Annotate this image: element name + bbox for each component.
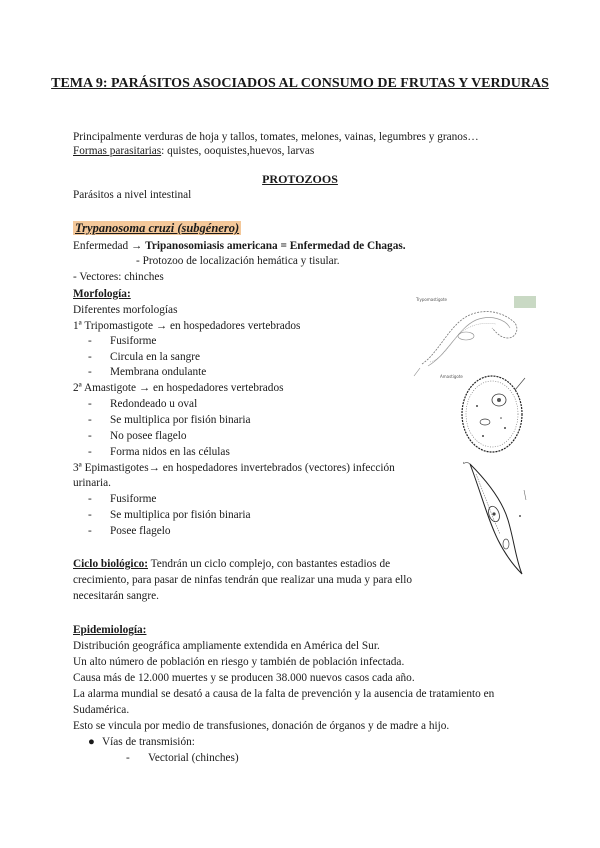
list-item-text: Forma nidos en las células [110, 446, 230, 458]
ciclo-line-2: crecimiento, para pasar de ninfas tendrán que realizar una muda y para ello [73, 574, 413, 586]
epidemiologia-heading: Epidemiología: [73, 624, 147, 636]
ciclo-line [73, 557, 390, 572]
list-item-text: Circula en la sangre [110, 351, 201, 363]
epidemiologia-line: Causa más de 12.000 muertes y se producen 38.000 nuevos casos cada año. [73, 672, 415, 684]
vectorial-item: - Vectorial (chinches) [126, 752, 239, 764]
vectorial-text: Vectorial (chinches) [148, 752, 239, 764]
intro-line: Principalmente verduras de hoja y tallos, tomates, melones, vainas, legumbres y granos… [73, 131, 479, 143]
stage2-line: 2ª Amastigote → en hospedadores vertebrados [73, 382, 284, 394]
ciclo-text: Tendrán un ciclo complejo, con bastantes estadios de [148, 558, 391, 570]
list-item: - Redondeado u oval [88, 398, 198, 410]
list-item-text: No posee flagelo [110, 430, 187, 442]
formas-label: Formas parasitarias [73, 145, 162, 157]
stage3-line: 3ª Epimastigotes→ en hospedadores invertebrados (vectores) infección [73, 462, 395, 474]
protozoo-line: - Protozoo de localización hemática y tisular. [136, 255, 340, 267]
epidemiologia-line: Sudamérica. [73, 704, 130, 716]
ciclo-line-3: necesitarán sangre. [73, 590, 159, 602]
vectores-line: - Vectores: chinches [73, 271, 164, 283]
species-name: Trypanosoma cruzi (subgénero) [75, 221, 240, 235]
section-heading: PROTOZOOS [262, 172, 338, 186]
epidemiologia-line: Esto se vincula por medio de transfusiones, donación de órganos y de madre a hijo. [73, 720, 450, 732]
list-item: - Posee flagelo [88, 525, 171, 537]
page-title: TEMA 9: PARÁSITOS ASOCIADOS AL CONSUMO DE FRUTAS Y VERDURAS [51, 76, 549, 91]
list-item-text: Membrana ondulante [110, 366, 207, 378]
figure-label-bottom: Amastigote [440, 374, 463, 379]
list-item: - Fusiforme [88, 493, 157, 505]
figure-tab [514, 296, 536, 308]
morfologia-heading: Morfología: [73, 288, 131, 300]
vias-text: Vías de transmisión: [102, 736, 195, 748]
morfologia-intro: Diferentes morfologías [73, 304, 178, 316]
figure-label-top: Trypomastigote [416, 297, 447, 302]
list-item-text: Se multiplica por fisión binaria [110, 509, 251, 521]
species-heading [73, 219, 241, 237]
ciclo-heading: Ciclo biológico: [73, 558, 148, 570]
section-subtitle: Parásitos a nivel intestinal [73, 189, 192, 201]
list-item: - Se multiplica por fisión binaria [88, 509, 251, 521]
list-item-text: Fusiforme [110, 335, 157, 347]
list-item: - Forma nidos en las células [88, 446, 230, 458]
enfermedad-prefix: Enfermedad → [73, 240, 146, 252]
epidemiologia-line: Un alto número de población en riesgo y también de población infectada. [73, 656, 405, 668]
list-item: - Fusiforme [88, 335, 157, 347]
stage3-line-2: urinaria. [73, 477, 111, 489]
list-item: - Se multiplica por fisión binaria [88, 414, 251, 426]
formas-parasitarias [73, 144, 314, 159]
epidemiologia-line: La alarma mundial se desató a causa de la falta de prevención y la ausencia de tratamiento en [73, 688, 495, 700]
epidemiologia-line: Distribución geográfica ampliamente extendida en América del Sur. [73, 640, 380, 652]
list-item: - No posee flagelo [88, 430, 187, 442]
amastigote-illustration [455, 370, 530, 460]
list-item-text: Posee flagelo [110, 525, 171, 537]
list-item: - Circula en la sangre [88, 351, 201, 363]
vias-item: ● Vías de transmisión: [88, 736, 195, 748]
formas-text: : quistes, ooquistes,huevos, larvas [161, 145, 315, 157]
list-item: - Membrana ondulante [88, 366, 207, 378]
list-item-text: Redondeado u oval [110, 398, 198, 410]
enfermedad-name: Tripanosomiasis americana = Enfermedad de Chagas. [145, 240, 406, 252]
enfermedad-line [73, 239, 406, 254]
epimastigote-illustration [458, 460, 533, 580]
stage1-line: 1ª Tripomastigote → en hospedadores vertebrados [73, 320, 301, 332]
list-item-text: Se multiplica por fisión binaria [110, 414, 251, 426]
list-item-text: Fusiforme [110, 493, 157, 505]
